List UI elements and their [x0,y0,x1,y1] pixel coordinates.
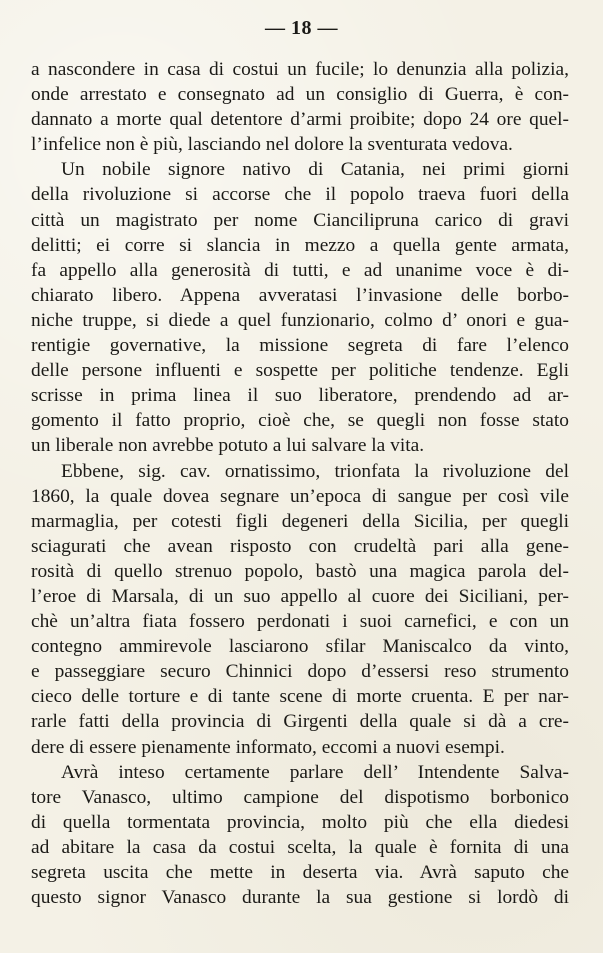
text-line: scrisse in prima linea il suo liberatore, prendendo ad ar- [31,385,569,407]
body-text [31,57,569,910]
text-line: Ebbene, sig. cav. ornatissimo, trionfata la rivoluzione del [61,460,569,482]
text-line: della rivoluzione si accorse che il popolo traeva fuori della [31,184,569,206]
text-line: chè un’altra fiata fossero perdonati i suoi carnefici, e con un [31,611,569,633]
text-line: dere di essere pienamente informato, eccomi a nuovi esempi. [31,736,505,758]
text-line: rosità di quello strenuo popolo, bastò una magica parola del- [31,560,569,582]
text-line: e passeggiare securo Chinnici dopo d’essersi reso strumento [31,661,569,683]
text-line: l’eroe di Marsala, di un suo appello al cuore dei Siciliani, per- [31,585,569,607]
text-line: cieco delle torture e di tante scene di morte cruenta. E per nar- [31,686,569,708]
text-line: questo signor Vanasco durante la sua gestione si lordò di [31,887,569,909]
text-line: segreta uscita che mette in deserta via. Avrà saputo che [31,862,569,883]
page-number: — 18 — [265,17,338,39]
text-line: delitti; ei corre si slancia in mezzo a quella gente armata, [31,234,569,256]
text-line: Avrà inteso certamente parlare dell’ Intendente Salva- [61,761,569,783]
text-line: dannato a morte qual detentore d’armi proibite; dopo 24 ore quel- [31,109,569,131]
text-line: fa appello alla generosità di tutti, e ad unanime voce è di- [31,259,569,281]
text-line: 1860, la quale dovea segnare un’epoca di sangue per così vile [31,485,569,507]
text-line: marmaglia, per cotesti figli degeneri della Sicilia, per quegli [31,510,569,532]
text-line: Un nobile signore nativo di Catania, nei primi giorni [61,159,569,181]
text-line: sciagurati che avean risposto con crudeltà pari alla gene- [31,535,569,557]
text-line: onde arrestato e consegnato ad un consiglio di Guerra, è con- [31,84,569,106]
text-line: a nascondere in casa di costui un fucile; lo denunzia alla polizia, [31,59,569,80]
text-line: di quella tormentata provincia, molto più che ella diedesi [31,811,569,833]
text-line: gomento il fatto proprio, cioè che, se quegli non fosse stato [31,410,569,432]
text-line: niche truppe, si diede a quel funzionario, colmo d’ onori e gua- [31,309,569,331]
text-line: delle persone influenti e sospette per politiche tendenze. Egli [31,360,569,382]
text-line: rarle fatti della provincia di Girgenti della quale si dà a cre- [31,711,569,733]
text-line: chiarato libero. Appena avveratasi l’invasione delle borbo- [31,284,569,306]
text-line: tore Vanasco, ultimo campione del dispotismo borbonico [31,786,569,808]
text-line: rentigie governative, la missione segreta di fare l’elenco [31,335,569,357]
text-line: ad abitare la casa da costui scelta, la quale è fornita di una [31,836,569,858]
text-line: città un magistrato per nome Ciancilipruna carico di gravi [31,209,569,231]
text-line: un liberale non avrebbe potuto a lui salvare la vita. [31,435,425,457]
text-line: contegno ammirevole lasciarono sfilar Maniscalco da vinto, [31,636,569,658]
text-line: l’infelice non è più, lasciando nel dolore la sventurata vedova. [31,134,513,156]
